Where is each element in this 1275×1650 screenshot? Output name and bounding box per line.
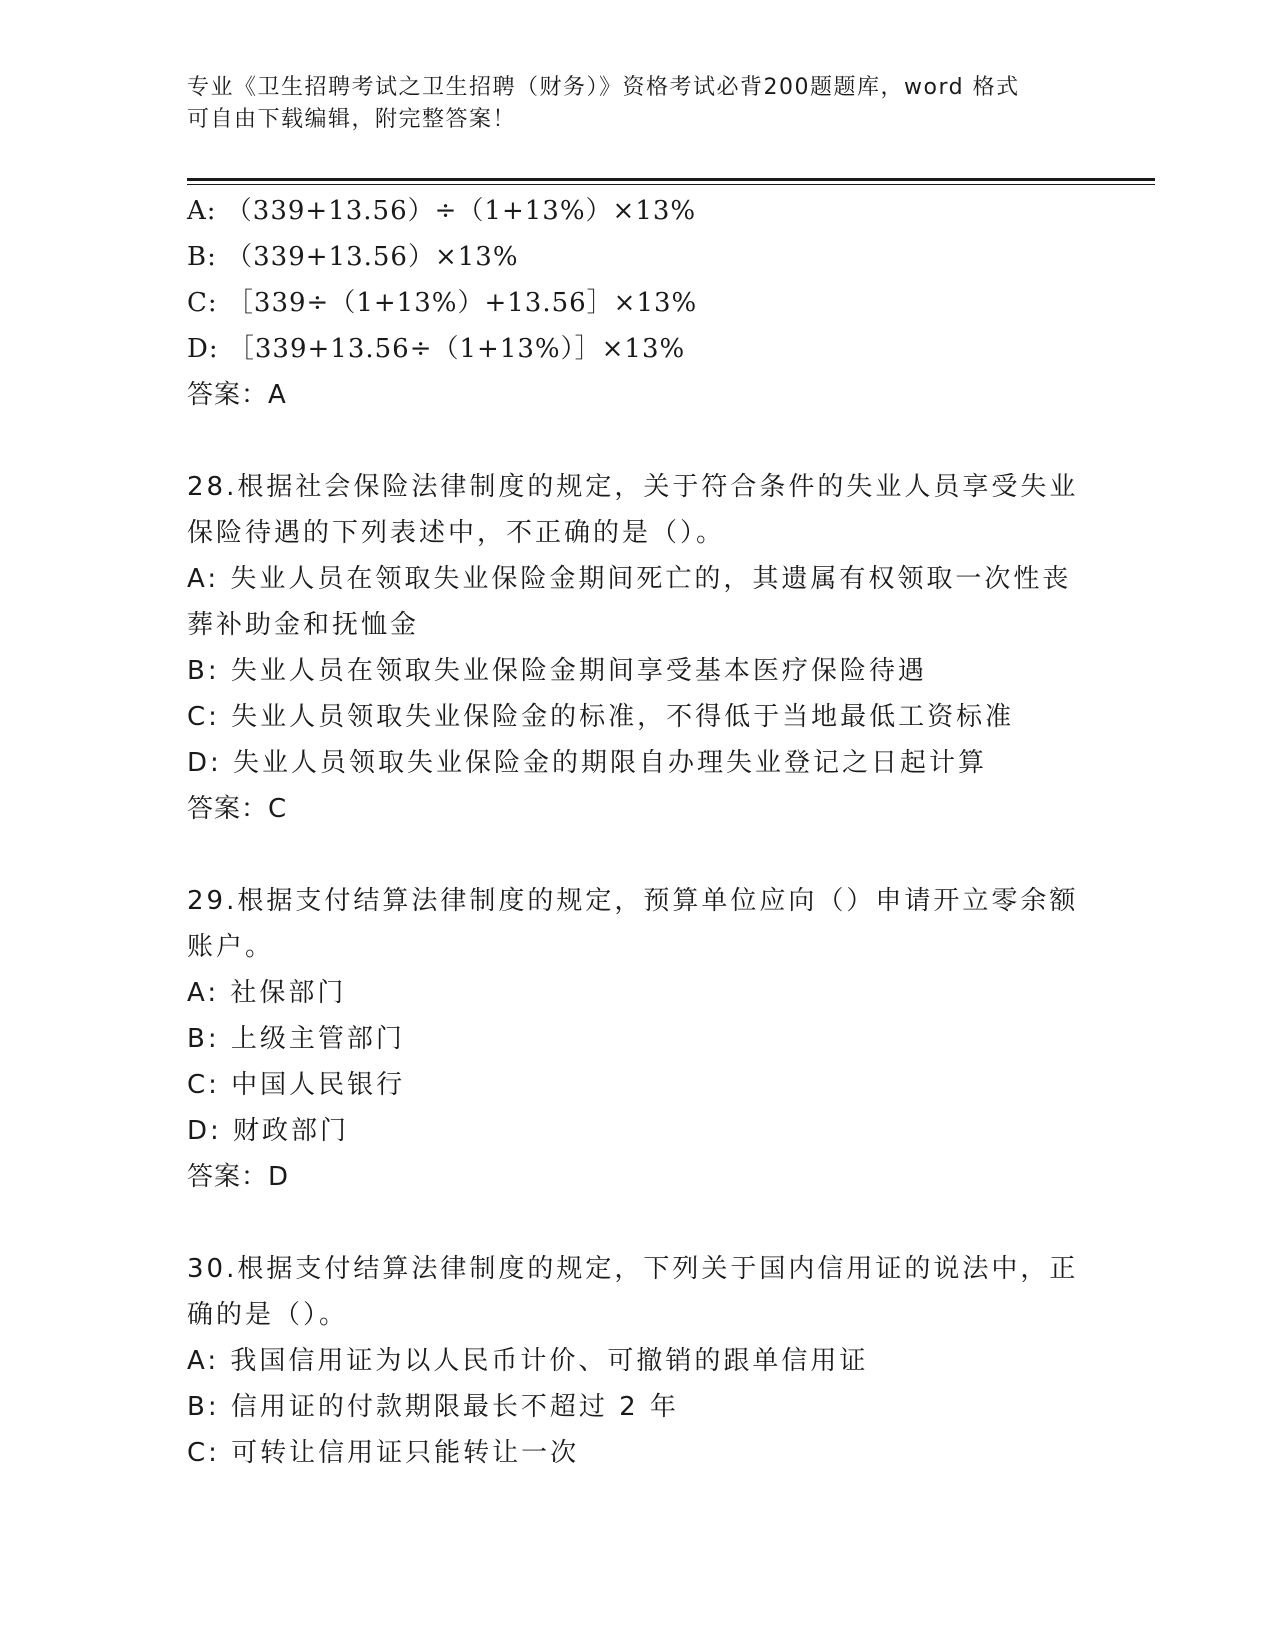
answer: 答案：A — [187, 380, 287, 410]
document-header — [187, 72, 1087, 136]
option-b: B: （339+13.56）×13% — [187, 242, 519, 272]
question-stem-line-1: 29.根据支付结算法律制度的规定，预算单位应向（）申请开立零余额 — [187, 886, 1079, 916]
option-d: D: 财政部门 — [187, 1116, 350, 1146]
question-stem-line-2: 确的是（）。 — [187, 1300, 349, 1330]
option-a: A: 我国信用证为以人民币计价、可撤销的跟单信用证 — [187, 1346, 869, 1376]
question-stem-line-1: 28.根据社会保险法律制度的规定，关于符合条件的失业人员享受失业 — [187, 472, 1079, 502]
header-title-line-2: 可自由下载编辑，附完整答案！ — [187, 107, 517, 132]
option-a: A: 社保部门 — [187, 978, 347, 1008]
option-b: B: 失业人员在领取失业保险金期间享受基本医疗保险待遇 — [187, 656, 927, 686]
option-a-line-1: A: 失业人员在领取失业保险金期间死亡的，其遗属有权领取一次性丧 — [187, 564, 1072, 594]
question-27 — [187, 188, 1087, 418]
header-divider-thick — [187, 178, 1155, 181]
question-list — [187, 188, 1087, 1476]
answer: 答案：C — [187, 794, 288, 824]
question-30 — [187, 1246, 1087, 1476]
option-a: A: （339+13.56）÷（1+13%）×13% — [187, 196, 697, 226]
option-c: C: ［339÷（1+13%）+13.56］×13% — [187, 288, 698, 318]
question-stem-line-2: 保险待遇的下列表述中，不正确的是（）。 — [187, 518, 726, 548]
option-c: C: 中国人民银行 — [187, 1070, 406, 1100]
option-d: D: ［339+13.56÷（1+13%）］×13% — [187, 334, 686, 364]
question-29 — [187, 878, 1087, 1200]
question-stem-line-2: 账户。 — [187, 932, 275, 962]
option-d: D: 失业人员领取失业保险金的期限自办理失业登记之日起计算 — [187, 748, 988, 778]
spacer — [187, 1200, 1087, 1246]
option-b: B: 上级主管部门 — [187, 1024, 405, 1054]
answer: 答案：D — [187, 1162, 290, 1192]
option-c: C: 可转让信用证只能转让一次 — [187, 1438, 580, 1468]
question-stem-line-1: 30.根据支付结算法律制度的规定，下列关于国内信用证的说法中，正 — [187, 1254, 1079, 1284]
spacer — [187, 418, 1087, 464]
question-28 — [187, 464, 1087, 832]
option-b: B: 信用证的付款期限最长不超过 2 年 — [187, 1392, 679, 1422]
header-title-line-1: 专业《卫生招聘考试之卫生招聘（财务）》资格考试必背200题题库，word 格式 — [187, 75, 1020, 100]
option-c: C: 失业人员领取失业保险金的标准，不得低于当地最低工资标准 — [187, 702, 1015, 732]
spacer — [187, 832, 1087, 878]
option-a-line-2: 葬补助金和抚恤金 — [187, 610, 420, 640]
header-divider-thin — [187, 184, 1155, 185]
